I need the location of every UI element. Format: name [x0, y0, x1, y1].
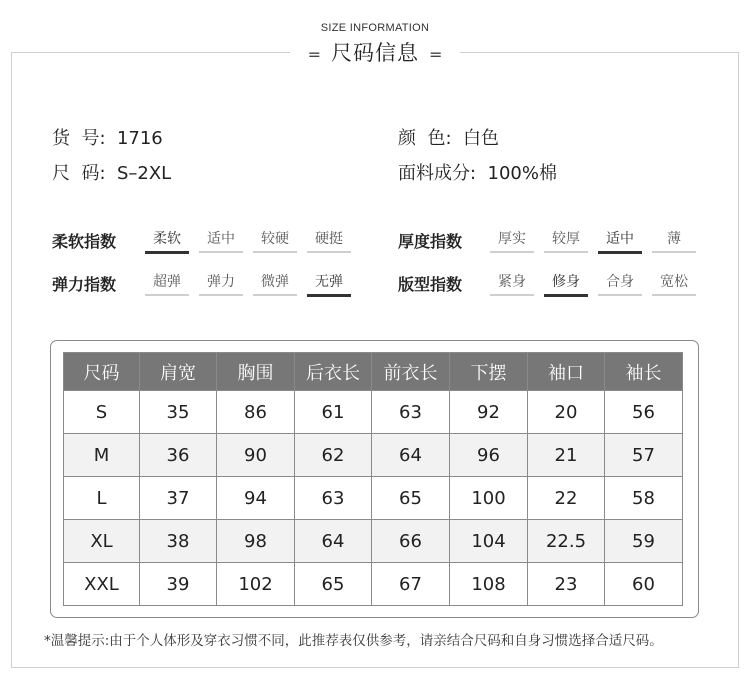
table-header-row	[64, 353, 683, 391]
table-cell: M	[64, 434, 140, 477]
header-chinese-title: 尺码信息	[331, 41, 419, 65]
thickness-option: 较厚	[544, 229, 588, 253]
table-cell: L	[64, 477, 140, 520]
table-cell: 108	[450, 563, 528, 606]
fit-option: 修身	[544, 272, 588, 297]
column-header: 肩宽	[140, 353, 217, 391]
softness-option: 适中	[199, 229, 243, 253]
column-header: 下摆	[450, 353, 528, 391]
header-english-title: SIZE INFORMATION	[320, 22, 430, 34]
table-cell: 86	[217, 391, 295, 434]
table-cell: 94	[217, 477, 295, 520]
header-dash-right: =	[429, 45, 443, 64]
softness-index-label: 柔软指数	[52, 232, 117, 251]
table-cell: 62	[295, 434, 372, 477]
table-cell: 65	[295, 563, 372, 606]
fit-option: 宽松	[652, 272, 696, 296]
table-cell: 90	[217, 434, 295, 477]
table-cell: 56	[605, 391, 683, 434]
item-number: 货 号: 1716	[52, 128, 163, 149]
fit-index-label: 版型指数	[398, 275, 463, 294]
table-cell: 22.5	[528, 520, 605, 563]
elasticity-index-label: 弹力指数	[52, 275, 117, 294]
table-cell: 96	[450, 434, 528, 477]
elasticity-option: 超弹	[145, 272, 189, 296]
table-cell: 58	[605, 477, 683, 520]
elasticity-option: 微弹	[253, 272, 297, 296]
table-cell: 63	[372, 391, 450, 434]
size-table	[63, 352, 683, 606]
fabric-info: 面料成分: 100%棉	[398, 163, 557, 184]
thickness-index-label: 厚度指数	[398, 232, 463, 251]
fit-option: 紧身	[490, 272, 534, 296]
softness-option: 硬挺	[307, 229, 351, 253]
column-header: 袖长	[605, 353, 683, 391]
footnote: *温馨提示:由于个人体形及穿衣习惯不同，此推荐表仅供参考，请亲结合尺码和自身习惯选择合适尺码。	[44, 633, 663, 649]
table-cell: 92	[450, 391, 528, 434]
table-cell: 60	[605, 563, 683, 606]
table-cell: 35	[140, 391, 217, 434]
table-cell: 63	[295, 477, 372, 520]
table-cell: 64	[372, 434, 450, 477]
table-cell: 64	[295, 520, 372, 563]
table-cell: 59	[605, 520, 683, 563]
table-cell: 100	[450, 477, 528, 520]
table-row	[64, 434, 683, 477]
table-cell: XL	[64, 520, 140, 563]
size-range: 尺 码: S–2XL	[52, 163, 172, 184]
elasticity-option: 弹力	[199, 272, 243, 296]
table-cell: 23	[528, 563, 605, 606]
table-cell: 37	[140, 477, 217, 520]
table-cell: 98	[217, 520, 295, 563]
table-cell: 38	[140, 520, 217, 563]
table-cell: 66	[372, 520, 450, 563]
column-header: 后衣长	[295, 353, 372, 391]
column-header: 尺码	[64, 353, 140, 391]
thickness-option: 厚实	[490, 229, 534, 253]
elasticity-option: 无弹	[307, 272, 351, 297]
column-header: 胸围	[217, 353, 295, 391]
table-cell: 21	[528, 434, 605, 477]
column-header: 袖口	[528, 353, 605, 391]
fit-option: 合身	[598, 272, 642, 296]
table-cell: 61	[295, 391, 372, 434]
thickness-option: 适中	[598, 229, 642, 254]
table-cell: 65	[372, 477, 450, 520]
table-cell: XXL	[64, 563, 140, 606]
table-row	[64, 520, 683, 563]
table-row	[64, 477, 683, 520]
column-header: 前衣长	[372, 353, 450, 391]
table-cell: 22	[528, 477, 605, 520]
softness-option: 柔软	[145, 229, 189, 254]
header-dash-left: =	[307, 45, 321, 64]
table-cell: S	[64, 391, 140, 434]
color-info: 颜 色: 白色	[398, 128, 499, 149]
section-header	[0, 0, 750, 70]
table-cell: 102	[217, 563, 295, 606]
table-row	[64, 391, 683, 434]
table-cell: 36	[140, 434, 217, 477]
table-cell: 20	[528, 391, 605, 434]
header-title-wrap	[290, 38, 460, 68]
table-cell: 67	[372, 563, 450, 606]
table-cell: 57	[605, 434, 683, 477]
softness-option: 较硬	[253, 229, 297, 253]
thickness-option: 薄	[652, 229, 696, 253]
table-cell: 104	[450, 520, 528, 563]
table-cell: 39	[140, 563, 217, 606]
table-row	[64, 563, 683, 606]
